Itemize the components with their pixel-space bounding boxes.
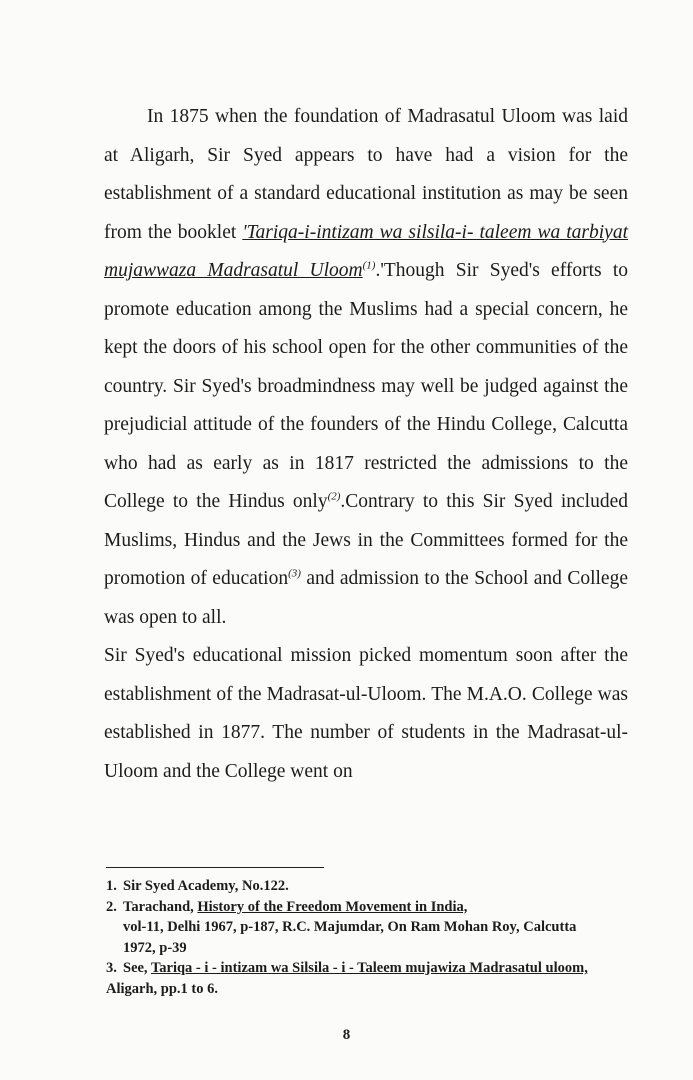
footnote-2-details: vol-11, Delhi 1967, p-187, R.C. Majumdar, On Ram Mohan Roy, Calcutta 1972, p-39 xyxy=(123,919,577,956)
footnote-ref-3: (3) xyxy=(288,567,301,580)
footnote-2-number: 2. xyxy=(106,898,117,915)
paragraph-1-text-b: .'Though Sir Syed's efforts to promote education among the Muslims had a special concern, he kept the doors of his school open for the other communities of the country. Sir Syed's broadmindness may well be judged against the prejudicial attitude of the founders of the Hindu College, Calcutta who had as early as in 1817 restricted the admissions to the College to the Hindus only xyxy=(104,260,628,512)
footnote-1 xyxy=(106,876,606,897)
paragraph-2: Sir Syed's educational mission picked momentum soon after the establishment of the Madrasat-ul-Uloom. The M.A.O. College was established in 1877. The number of students in the Madrasat-ul-Uloom and the College went on xyxy=(104,645,628,782)
footnote-ref-1: (1) xyxy=(362,259,376,272)
footnote-3-prefix: See, xyxy=(123,960,151,976)
footnote-ref-2: (2) xyxy=(327,490,341,503)
footnote-2-author: Tarachand, xyxy=(123,898,198,915)
footnote-divider xyxy=(106,867,324,868)
paragraph-1-text-c: .Contrary to this Sir Syed included Muslims, Hindus and the Jews in the Committees formed for the promotion of education xyxy=(104,491,628,589)
footnote-3-details: Aligarh, pp.1 to 6. xyxy=(106,980,218,997)
paragraph-1-text-d: and admission to the School and College was open to all. xyxy=(104,568,628,628)
footnote-3 xyxy=(106,958,606,999)
footnote-3-number: 3. xyxy=(106,960,117,976)
footnote-1-text: Sir Syed Academy, No.122. xyxy=(123,878,289,894)
booklet-title: 'Tariqa-i-intizam wa silsila-i- taleem wa tarbiyat mujawwaza Madrasatul Uloom xyxy=(104,221,629,281)
paragraph-1-text-a: In 1875 when the foundation of Madrasatul Uloom was laid at Aligarh, Sir Syed appears to have had a vision for the establishment of a standard educational institution as may be seen from the booklet xyxy=(104,106,628,243)
footnote-3-title: Tariqa - i - intizam wa Silsila - i - Taleem mujawiza Madrasatul uloom, xyxy=(150,960,588,976)
body-text xyxy=(104,98,628,791)
footnote-2 xyxy=(106,897,606,959)
footnotes xyxy=(106,876,606,999)
footnote-1-number: 1. xyxy=(106,878,117,894)
page-number: 8 xyxy=(342,1027,351,1043)
paragraph-1 xyxy=(104,98,628,637)
footnote-2-title: History of the Freedom Movement in India, xyxy=(197,898,468,915)
